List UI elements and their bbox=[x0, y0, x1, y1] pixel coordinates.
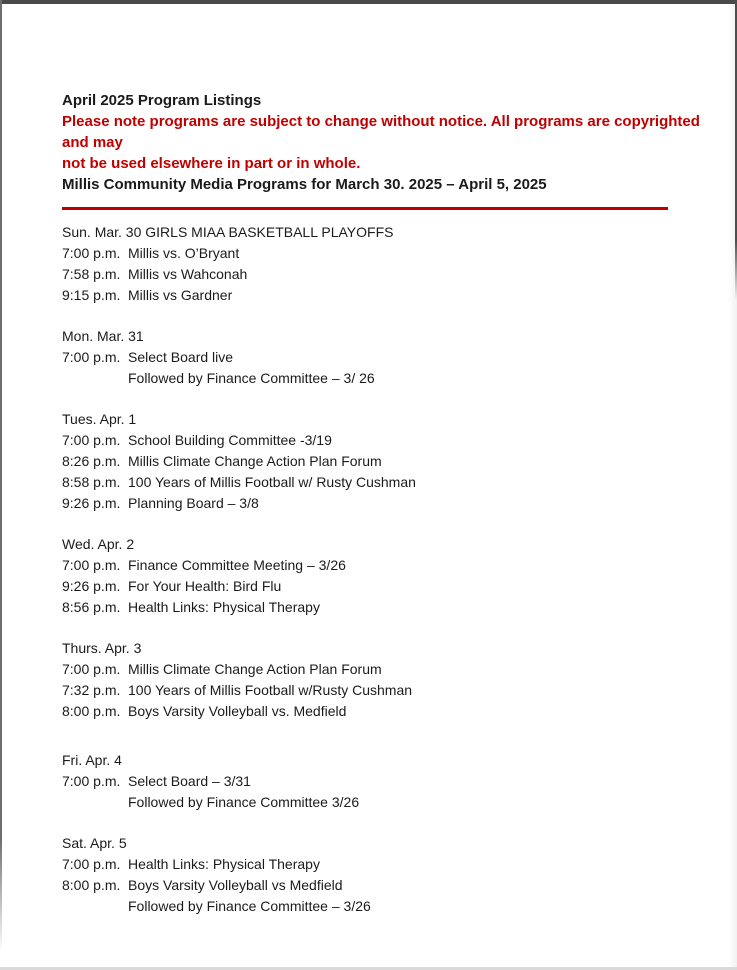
scan-edge-top bbox=[0, 0, 737, 4]
day-section-mon bbox=[62, 326, 710, 389]
program-row bbox=[62, 285, 710, 306]
program-title: Millis Climate Change Action Plan Forum bbox=[128, 661, 382, 677]
day-header: Wed. Apr. 2 bbox=[62, 536, 135, 552]
program-title: Millis Climate Change Action Plan Forum bbox=[128, 453, 382, 469]
program-time: 9:15 p.m. bbox=[62, 287, 121, 303]
program-title: 100 Years of Millis Football w/Rusty Cushman bbox=[128, 682, 413, 698]
program-time: 7:00 p.m. bbox=[62, 557, 121, 573]
program-time: 8:58 p.m. bbox=[62, 474, 121, 490]
program-time bbox=[62, 368, 128, 389]
program-time: 8:56 p.m. bbox=[62, 599, 121, 615]
program-row bbox=[62, 493, 710, 514]
program-title: Planning Board – 3/8 bbox=[128, 495, 259, 511]
page-title: April 2025 Program Listings bbox=[62, 92, 262, 109]
program-row bbox=[62, 347, 710, 368]
program-title: 100 Years of Millis Football w/ Rusty Cushman bbox=[128, 474, 416, 490]
program-time bbox=[62, 896, 128, 917]
program-title: Millis vs Gardner bbox=[128, 287, 233, 303]
program-time: 8:00 p.m. bbox=[62, 703, 121, 719]
program-title: School Building Committee -3/19 bbox=[128, 432, 332, 448]
day-section-fri bbox=[62, 750, 710, 813]
program-title: Select Board – 3/31 bbox=[128, 773, 251, 789]
day-section-wed bbox=[62, 534, 710, 618]
program-time: 7:00 p.m. bbox=[62, 432, 121, 448]
day-header: Tues. Apr. 1 bbox=[62, 411, 137, 427]
program-title: Followed by Finance Committee – 3/26 bbox=[128, 898, 371, 914]
program-time: 7:00 p.m. bbox=[62, 349, 121, 365]
day-section-sat bbox=[62, 833, 710, 917]
program-row bbox=[62, 451, 710, 472]
program-time: 7:58 p.m. bbox=[62, 266, 121, 282]
document-page bbox=[62, 90, 710, 917]
program-time: 7:00 p.m. bbox=[62, 245, 121, 261]
program-title: Followed by Finance Committee 3/26 bbox=[128, 794, 360, 810]
program-row bbox=[62, 680, 710, 701]
program-row bbox=[62, 854, 710, 875]
program-title: Millis vs Wahconah bbox=[128, 266, 248, 282]
red-divider-rule bbox=[62, 207, 668, 210]
day-header: Thurs. Apr. 3 bbox=[62, 640, 142, 656]
scan-edge-left bbox=[0, 0, 2, 952]
program-row bbox=[62, 792, 710, 813]
week-subtitle: Millis Community Media Programs for March 30. 2025 – April 5, 2025 bbox=[62, 176, 547, 193]
program-time: 8:26 p.m. bbox=[62, 453, 121, 469]
program-row bbox=[62, 896, 710, 917]
day-section-sun bbox=[62, 222, 710, 306]
program-time: 7:00 p.m. bbox=[62, 773, 121, 789]
program-time: 7:32 p.m. bbox=[62, 682, 121, 698]
program-title: Boys Varsity Volleyball vs. Medfield bbox=[128, 703, 347, 719]
program-time: 7:00 p.m. bbox=[62, 661, 121, 677]
program-row bbox=[62, 264, 710, 285]
copyright-notice-line-1: Please note programs are subject to change without notice. All programs are copyrighted and may bbox=[62, 113, 700, 151]
day-section-tues bbox=[62, 409, 710, 514]
schedule-list bbox=[62, 222, 710, 917]
program-row bbox=[62, 875, 710, 896]
day-header: Sun. Mar. 30 GIRLS MIAA BASKETBALL PLAYOFFS bbox=[62, 224, 394, 240]
program-row bbox=[62, 597, 710, 618]
program-row bbox=[62, 243, 710, 264]
day-header: Fri. Apr. 4 bbox=[62, 752, 122, 768]
program-title: Boys Varsity Volleyball vs Medfield bbox=[128, 877, 343, 893]
copyright-notice-line-2: not be used elsewhere in part or in whole. bbox=[62, 155, 361, 172]
program-title: Health Links: Physical Therapy bbox=[128, 856, 320, 872]
day-header: Mon. Mar. 31 bbox=[62, 328, 144, 344]
program-time: 9:26 p.m. bbox=[62, 578, 121, 594]
program-title: Health Links: Physical Therapy bbox=[128, 599, 320, 615]
program-row bbox=[62, 555, 710, 576]
program-row bbox=[62, 576, 710, 597]
program-title: Millis vs. O’Bryant bbox=[128, 245, 240, 261]
day-section-thurs bbox=[62, 638, 710, 722]
program-time: 8:00 p.m. bbox=[62, 877, 121, 893]
program-row bbox=[62, 368, 710, 389]
program-title: Followed by Finance Committee – 3/ 26 bbox=[128, 370, 375, 386]
program-time bbox=[62, 792, 128, 813]
program-time: 7:00 p.m. bbox=[62, 856, 121, 872]
day-header: Sat. Apr. 5 bbox=[62, 835, 127, 851]
program-row bbox=[62, 472, 710, 493]
program-title: For Your Health: Bird Flu bbox=[128, 578, 282, 594]
program-row bbox=[62, 430, 710, 451]
program-title: Select Board live bbox=[128, 349, 234, 365]
scan-edge-shade bbox=[728, 0, 737, 970]
program-time: 9:26 p.m. bbox=[62, 495, 121, 511]
program-title: Finance Committee Meeting – 3/26 bbox=[128, 557, 346, 573]
program-row bbox=[62, 701, 710, 722]
program-row bbox=[62, 659, 710, 680]
program-row bbox=[62, 771, 710, 792]
